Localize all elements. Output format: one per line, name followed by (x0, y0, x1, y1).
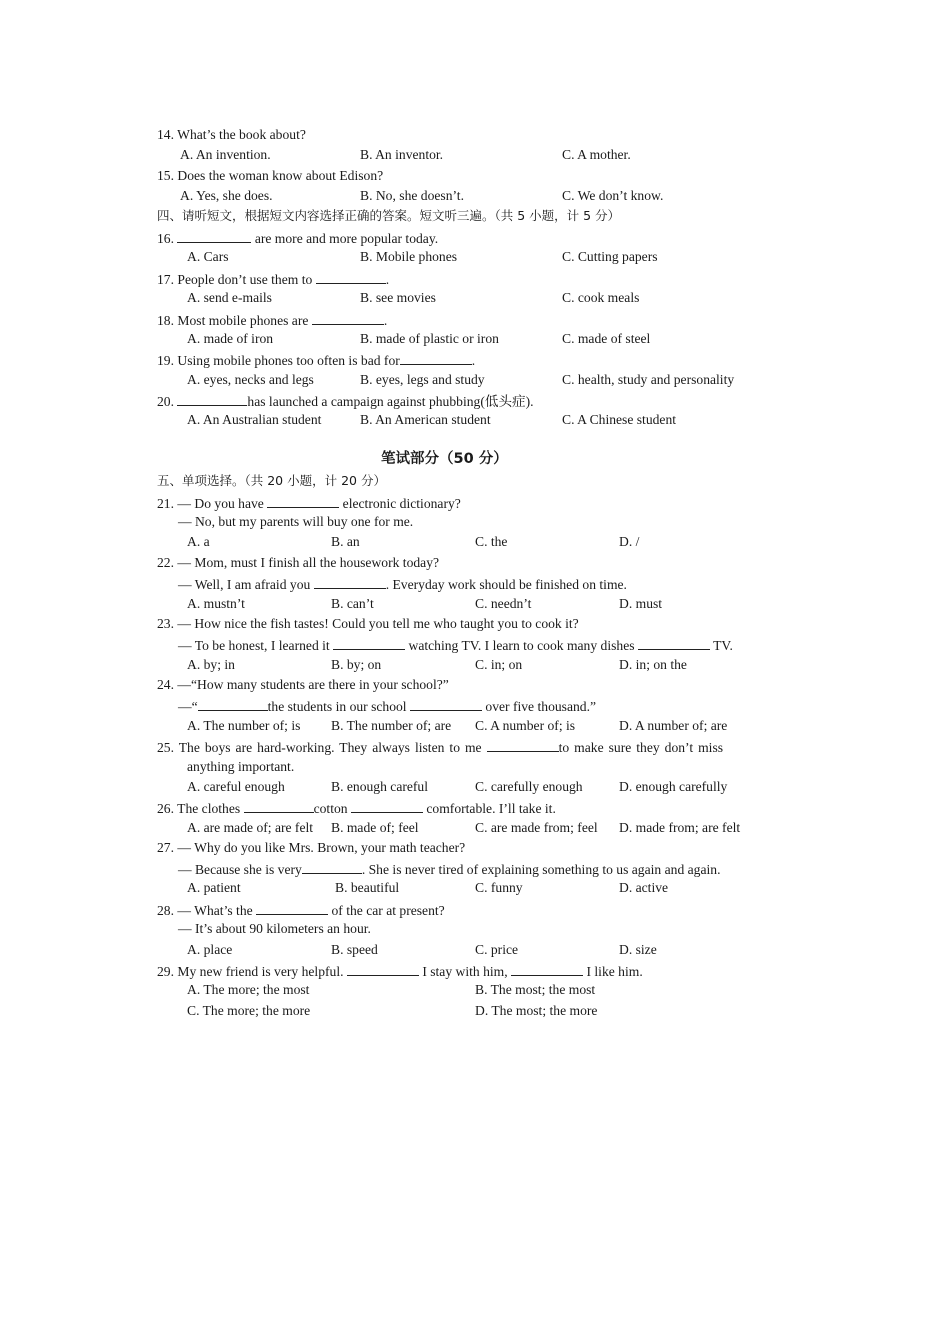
q14-option-c: C. A mother. (562, 147, 631, 162)
q19-option-c: C. health, study and personality (562, 372, 735, 387)
blank (198, 697, 268, 711)
q16-option-a: A. Cars (187, 249, 229, 264)
q19-option-b: B. eyes, legs and study (360, 372, 485, 387)
q18-stem: 18. Most mobile phones are . (157, 313, 388, 328)
q26-option-d: D. made from; are felt (619, 820, 741, 835)
q24-option-a: A. The number of; is (187, 718, 301, 733)
q27-option-c: C. funny (475, 880, 523, 895)
q14-stem: 14. What’s the book about? (157, 127, 306, 142)
q20-option-b: B. An American student (360, 412, 491, 427)
q25-line2: anything important. (187, 759, 295, 774)
q25-option-d: D. enough carefully (619, 779, 728, 794)
q18-option-c: C. made of steel (562, 331, 651, 346)
q22-option-b: B. can’t (331, 596, 374, 611)
blank (400, 351, 472, 365)
q17-option-a: A. send e-mails (187, 290, 272, 305)
q24-option-b: B. The number of; are (331, 718, 452, 733)
blank (177, 392, 247, 406)
q22-line1: 22. — Mom, must I finish all the housework today? (157, 555, 440, 570)
q18-option-a: A. made of iron (187, 331, 274, 346)
blank (410, 697, 482, 711)
q15-stem: 15. Does the woman know about Edison? (157, 168, 384, 183)
q15-option-c: C. We don’t know. (562, 188, 664, 203)
q26-option-a: A. are made of; are felt (187, 820, 314, 835)
q16-option-c: C. Cutting papers (562, 249, 658, 264)
q25-option-c: C. carefully enough (475, 779, 583, 794)
blank (302, 860, 362, 874)
q24-option-c: C. A number of; is (475, 718, 576, 733)
q28-line2: — It’s about 90 kilometers an hour. (178, 921, 371, 936)
q21-option-c: C. the (475, 534, 508, 549)
q25-option-a: A. careful enough (187, 779, 285, 794)
q20-option-c: C. A Chinese student (562, 412, 677, 427)
q27-line2: — Because she is very . She is never tired of explaining something to us again and again. (178, 862, 721, 877)
q29-line1: 29. My new friend is very helpful. I stay with him, I like him. (157, 964, 643, 979)
q22-line2: — Well, I am afraid you . Everyday work should be finished on time. (178, 577, 627, 592)
q24-line2: —“ the students in our school over five thousand.” (178, 699, 597, 714)
q16-stem: 16. are more and more popular today. (157, 231, 439, 246)
q28-option-b: B. speed (331, 942, 378, 957)
q29-option-b: B. The most; the most (475, 982, 596, 997)
q27-line1: 27. — Why do you like Mrs. Brown, your math teacher? (157, 840, 466, 855)
q27-option-a: A. patient (187, 880, 241, 895)
q23-option-a: A. by; in (187, 657, 235, 672)
q20-stem: 20. has launched a campaign against phubbing(低头症). (157, 394, 534, 409)
blank (256, 901, 328, 915)
section5-heading: 五、单项选择。（共 20 小题，计 20 分） (157, 473, 386, 488)
q22-option-a: A. mustn’t (187, 596, 245, 611)
q21-line2: — No, but my parents will buy one for me. (178, 514, 414, 529)
q21-option-a: A. a (187, 534, 210, 549)
q21-line1: 21. — Do you have electronic dictionary? (157, 496, 461, 511)
q23-line2: — To be honest, I learned it watching TV. I learn to cook many dishes TV. (178, 638, 733, 653)
q26-option-b: B. made of; feel (331, 820, 419, 835)
q20-option-a: A. An Australian student (187, 412, 322, 427)
q21-option-d: D. / (619, 534, 640, 549)
q24-option-d: D. A number of; are (619, 718, 728, 733)
q15-option-b: B. No, she doesn’t. (360, 188, 464, 203)
q28-option-a: A. place (187, 942, 233, 957)
q16-option-b: B. Mobile phones (360, 249, 458, 264)
blank (316, 270, 386, 284)
q29-option-c: C. The more; the more (187, 1003, 311, 1018)
q28-option-d: D. size (619, 942, 657, 957)
q23-option-d: D. in; on the (619, 657, 687, 672)
q23-option-c: C. in; on (475, 657, 523, 672)
blank (638, 636, 710, 650)
q19-option-a: A. eyes, necks and legs (187, 372, 314, 387)
q29-option-d: D. The most; the more (475, 1003, 598, 1018)
q29-option-a: A. The more; the most (187, 982, 310, 997)
q28-option-c: C. price (475, 942, 519, 957)
q14-option-a: A. An invention. (180, 147, 271, 162)
q21-option-b: B. an (331, 534, 360, 549)
blank (244, 799, 314, 813)
q14-option-b: B. An inventor. (360, 147, 444, 162)
blank (487, 738, 559, 752)
q17-option-c: C. cook meals (562, 290, 640, 305)
written-part-title: 笔试部分（50 分） (381, 451, 508, 467)
q17-option-b: B. see movies (360, 290, 436, 305)
q28-line1: 28. — What’s the of the car at present? (157, 903, 445, 918)
q25-line1: 25. The boys are hard-working. They always listen to me to make sure they don’t miss (157, 740, 724, 755)
blank (347, 962, 419, 976)
q26-line1: 26. The clothes cotton comfortable. I’ll take it. (157, 801, 556, 816)
blank (511, 962, 583, 976)
q19-stem: 19. Using mobile phones too often is bad for . (157, 353, 476, 368)
q22-option-d: D. must (619, 596, 663, 611)
q22-option-c: C. needn’t (475, 596, 532, 611)
blank (312, 311, 384, 325)
blank (333, 636, 405, 650)
q27-option-b: B. beautiful (335, 880, 400, 895)
q15-option-a: A. Yes, she does. (180, 188, 273, 203)
blank (177, 229, 251, 243)
q17-stem: 17. People don’t use them to . (157, 272, 390, 287)
blank (267, 494, 339, 508)
q23-line1: 23. — How nice the fish tastes! Could you tell me who taught you to cook it? (157, 616, 579, 631)
blank (351, 799, 423, 813)
section4-heading: 四、请听短文，根据短文内容选择正确的答案。短文听三遍。（共 5 小题，计 5 分） (157, 208, 621, 223)
q18-option-b: B. made of plastic or iron (360, 331, 499, 346)
q27-option-d: D. active (619, 880, 669, 895)
q23-option-b: B. by; on (331, 657, 382, 672)
q25-option-b: B. enough careful (331, 779, 429, 794)
blank (314, 575, 386, 589)
q26-option-c: C. are made from; feel (475, 820, 598, 835)
q24-line1: 24. —“How many students are there in your school?” (157, 677, 449, 692)
